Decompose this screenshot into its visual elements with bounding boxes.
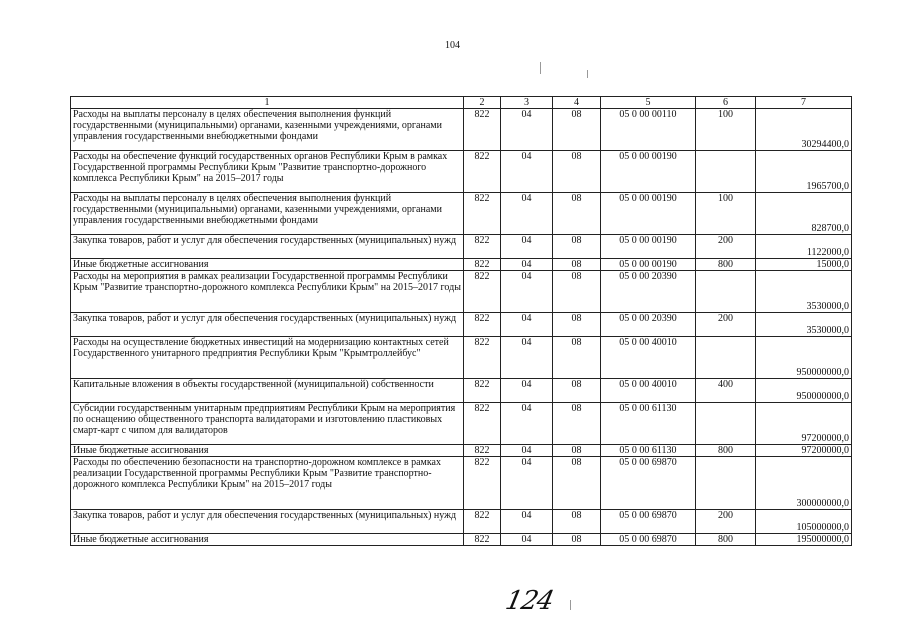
cell-target-article: 05 0 00 00110	[601, 109, 696, 151]
cell-subsection: 08	[553, 271, 601, 313]
table-row	[71, 259, 852, 271]
cell-expense-type: 200	[696, 510, 756, 534]
column-header: 6	[696, 97, 756, 109]
cell-section: 04	[501, 337, 553, 379]
scan-artifact	[570, 600, 571, 610]
column-header: 5	[601, 97, 696, 109]
table-row	[71, 445, 852, 457]
table-row	[71, 457, 852, 510]
column-header: 3	[501, 97, 553, 109]
cell-target-article: 05 0 00 69870	[601, 510, 696, 534]
row-description: Расходы на обеспечение функций государственных органов Республики Крым в рамках Государственной программы Республики Крым "Развитие транспортно-дорожного комплекса Республики Крым" на 2015–2017 годы	[71, 151, 464, 193]
scan-artifact	[540, 62, 541, 74]
row-description: Расходы по обеспечению безопасности на транспортно-дорожном комплексе в рамках реализации Государственной программы Республики Крым "Развитие транспортно-дорожного комплекса Республики Крым" на 2015–2017 годы	[71, 457, 464, 510]
cell-amount: 1122000,0	[756, 235, 852, 259]
cell-target-article: 05 0 00 20390	[601, 313, 696, 337]
cell-subsection: 08	[553, 534, 601, 546]
cell-subsection: 08	[553, 235, 601, 259]
row-description: Расходы на осуществление бюджетных инвестиций на модернизацию контактных сетей Государственного унитарного предприятия Республики Крым "Крымтроллейбус"	[71, 337, 464, 379]
cell-target-article: 05 0 00 61130	[601, 403, 696, 445]
cell-ministry-code: 822	[464, 534, 501, 546]
cell-ministry-code: 822	[464, 457, 501, 510]
cell-subsection: 08	[553, 151, 601, 193]
table-row	[71, 313, 852, 337]
cell-ministry-code: 822	[464, 235, 501, 259]
cell-ministry-code: 822	[464, 379, 501, 403]
cell-expense-type: 100	[696, 109, 756, 151]
cell-subsection: 08	[553, 510, 601, 534]
cell-expense-type: 800	[696, 534, 756, 546]
table-row	[71, 534, 852, 546]
cell-amount: 3530000,0	[756, 313, 852, 337]
cell-section: 04	[501, 457, 553, 510]
table-row	[71, 337, 852, 379]
cell-section: 04	[501, 235, 553, 259]
cell-subsection: 08	[553, 259, 601, 271]
row-description: Расходы на мероприятия в рамках реализации Государственной программы Республики Крым "Развитие транспортно-дорожного комплекса Республики Крым" на 2015–2017 годы	[71, 271, 464, 313]
cell-amount: 300000000,0	[756, 457, 852, 510]
cell-target-article: 05 0 00 00190	[601, 193, 696, 235]
cell-amount: 950000000,0	[756, 379, 852, 403]
cell-section: 04	[501, 445, 553, 457]
cell-expense-type: 200	[696, 313, 756, 337]
cell-section: 04	[501, 313, 553, 337]
table-row	[71, 510, 852, 534]
table-row	[71, 379, 852, 403]
row-description: Расходы на выплаты персоналу в целях обеспечения выполнения функций государственными (муниципальными) органами, казенными учреждениями, органами управления государственными внебюджетными фондами	[71, 193, 464, 235]
cell-amount: 1965700,0	[756, 151, 852, 193]
cell-amount: 105000000,0	[756, 510, 852, 534]
cell-expense-type	[696, 337, 756, 379]
cell-expense-type: 400	[696, 379, 756, 403]
row-description: Иные бюджетные ассигнования	[71, 534, 464, 546]
cell-section: 04	[501, 193, 553, 235]
cell-section: 04	[501, 403, 553, 445]
cell-ministry-code: 822	[464, 313, 501, 337]
table-header-row	[71, 97, 852, 109]
cell-amount: 97200000,0	[756, 403, 852, 445]
table-row	[71, 193, 852, 235]
cell-expense-type: 800	[696, 259, 756, 271]
cell-ministry-code: 822	[464, 445, 501, 457]
cell-expense-type: 100	[696, 193, 756, 235]
cell-expense-type	[696, 271, 756, 313]
column-header: 2	[464, 97, 501, 109]
cell-section: 04	[501, 510, 553, 534]
table-row	[71, 151, 852, 193]
table-row	[71, 109, 852, 151]
cell-target-article: 05 0 00 40010	[601, 379, 696, 403]
row-description: Закупка товаров, работ и услуг для обеспечения государственных (муниципальных) нужд	[71, 235, 464, 259]
row-description: Субсидии государственным унитарным предприятиям Республики Крым на мероприятия по оснащению общественного транспорта валидаторами и изготовлению пластиковых смарт-карт с чипом для валидаторов	[71, 403, 464, 445]
cell-target-article: 05 0 00 00190	[601, 259, 696, 271]
cell-subsection: 08	[553, 445, 601, 457]
row-description: Закупка товаров, работ и услуг для обеспечения государственных (муниципальных) нужд	[71, 510, 464, 534]
cell-ministry-code: 822	[464, 403, 501, 445]
cell-subsection: 08	[553, 337, 601, 379]
cell-amount: 195000000,0	[756, 534, 852, 546]
cell-section: 04	[501, 109, 553, 151]
cell-subsection: 08	[553, 193, 601, 235]
cell-ministry-code: 822	[464, 510, 501, 534]
cell-expense-type: 200	[696, 235, 756, 259]
cell-amount: 3530000,0	[756, 271, 852, 313]
cell-target-article: 05 0 00 40010	[601, 337, 696, 379]
column-header: 1	[71, 97, 464, 109]
cell-expense-type: 800	[696, 445, 756, 457]
handwritten-page-number: 124	[502, 586, 556, 616]
cell-ministry-code: 822	[464, 151, 501, 193]
cell-ministry-code: 822	[464, 337, 501, 379]
cell-section: 04	[501, 259, 553, 271]
row-description: Иные бюджетные ассигнования	[71, 259, 464, 271]
row-description: Капитальные вложения в объекты государственной (муниципальной) собственности	[71, 379, 464, 403]
cell-subsection: 08	[553, 379, 601, 403]
cell-target-article: 05 0 00 00190	[601, 235, 696, 259]
cell-subsection: 08	[553, 109, 601, 151]
cell-expense-type	[696, 457, 756, 510]
cell-amount: 30294400,0	[756, 109, 852, 151]
cell-expense-type	[696, 151, 756, 193]
table-row	[71, 403, 852, 445]
scan-artifact	[587, 70, 588, 78]
cell-ministry-code: 822	[464, 193, 501, 235]
cell-subsection: 08	[553, 457, 601, 510]
table-row	[71, 235, 852, 259]
cell-section: 04	[501, 151, 553, 193]
column-header: 4	[553, 97, 601, 109]
cell-amount: 828700,0	[756, 193, 852, 235]
cell-amount: 97200000,0	[756, 445, 852, 457]
row-description: Закупка товаров, работ и услуг для обеспечения государственных (муниципальных) нужд	[71, 313, 464, 337]
cell-ministry-code: 822	[464, 271, 501, 313]
budget-table	[70, 96, 852, 546]
table-row	[71, 271, 852, 313]
cell-target-article: 05 0 00 69870	[601, 534, 696, 546]
column-header: 7	[756, 97, 852, 109]
cell-section: 04	[501, 534, 553, 546]
cell-target-article: 05 0 00 61130	[601, 445, 696, 457]
cell-section: 04	[501, 379, 553, 403]
cell-subsection: 08	[553, 403, 601, 445]
cell-amount: 950000000,0	[756, 337, 852, 379]
cell-subsection: 08	[553, 313, 601, 337]
cell-target-article: 05 0 00 69870	[601, 457, 696, 510]
cell-expense-type	[696, 403, 756, 445]
page-number: 104	[445, 40, 460, 51]
row-description: Расходы на выплаты персоналу в целях обеспечения выполнения функций государственными (муниципальными) органами, казенными учреждениями, органами управления государственными внебюджетными фондами	[71, 109, 464, 151]
cell-ministry-code: 822	[464, 109, 501, 151]
cell-target-article: 05 0 00 00190	[601, 151, 696, 193]
cell-ministry-code: 822	[464, 259, 501, 271]
cell-amount: 15000,0	[756, 259, 852, 271]
cell-target-article: 05 0 00 20390	[601, 271, 696, 313]
row-description: Иные бюджетные ассигнования	[71, 445, 464, 457]
cell-section: 04	[501, 271, 553, 313]
